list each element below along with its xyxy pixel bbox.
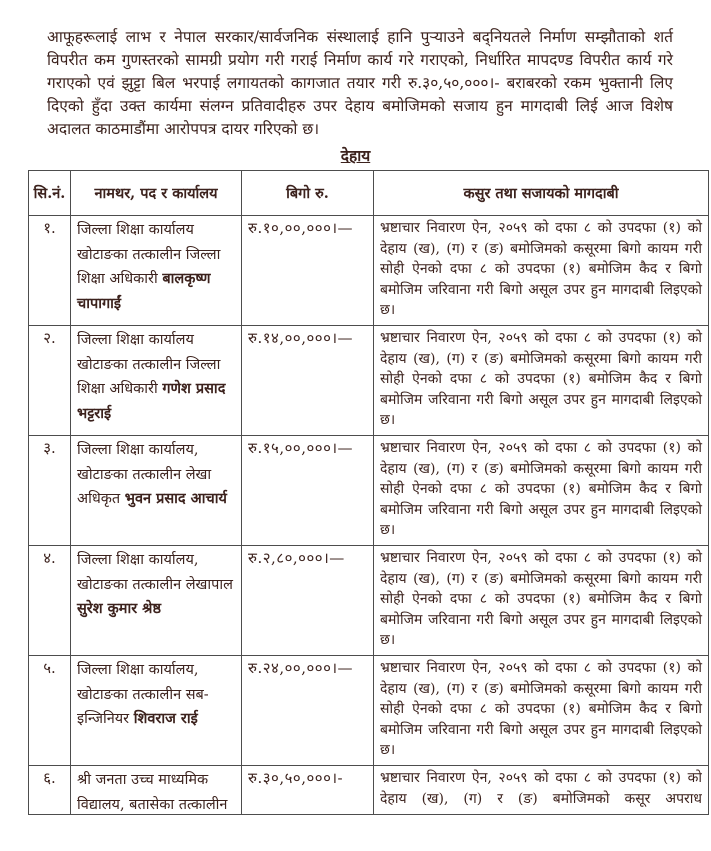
cell-serial: ३. [29,436,71,546]
cell-charge: भ्रष्टाचार निवारण ऐन, २०५९ को दफा ८ को उपदफा (१) को देहाय (ख), (ग) र (ङ) बमोजिमको कसूरमा बिगो कायम गरी सोही ऐनको दफा ८ को उपदफा (१) बमोजिम कैद र बिगो बमोजिम जरिवाना गरी बिगो असूल उपर हुन मागदाबी लिइएको छ। [374,216,709,326]
person-name: शिवराज राई [133,710,198,727]
office-text: जिल्ला शिक्षा कार्यालय, खोटाङका तत्कालीन लेखा अधिकृत [77,442,212,507]
cell-amount: रु.२४,००,०००।— [242,656,374,766]
charges-table [28,170,709,815]
table-row [29,216,709,326]
cell-charge: भ्रष्टाचार निवारण ऐन, २०५९ को दफा ८ को उपदफा (१) को देहाय (ख), (ग) र (ङ) बमोजिमको कसूरमा बिगो कायम गरी सोही ऐनको दफा ८ को उपदफा (१) बमोजिम कैद र बिगो बमोजिम जरिवाना गरी बिगो असूल उपर हुन मागदाबी लिइएको छ। [374,656,709,766]
table-row-clipped [29,766,709,815]
table-row [29,546,709,656]
cell-amount: रु.२,८०,०००।— [242,546,374,656]
cell-serial: ६. [29,766,71,815]
office-text: श्री जनता उच्च माध्यमिक विद्यालय, बतासेका तत्कालीन [77,772,228,812]
person-name: सुरेश कुमार श्रेष्ठ [77,600,161,617]
cell-amount: रु.१५,००,०००।— [242,436,374,546]
cell-charge: भ्रष्टाचार निवारण ऐन, २०५९ को दफा ८ को उपदफा (१) को देहाय (ख), (ग) र (ङ) बमोजिमको कसूरमा बिगो कायम गरी सोही ऐनको दफा ८ को उपदफा (१) बमोजिम कैद र बिगो बमोजिम जरिवाना गरी बिगो असूल उपर हुन मागदाबी लिइएको छ। [374,326,709,436]
office-text: जिल्ला शिक्षा कार्यालय खोटाङका तत्कालीन जिल्ला शिक्षा अधिकारी [77,222,221,287]
table-row [29,326,709,436]
header-amount: बिगो रु. [242,171,374,216]
charge-text: भ्रष्टाचार निवारण ऐन, २०५९ को दफा ८ को उपदफा (१) को देहाय (ख), (ग) र (ङ) बमोजिमको कसूर अपराध [380,770,702,807]
office-text: जिल्ला शिक्षा कार्यालय, खोटाङका तत्कालीन लेखापाल [77,552,234,593]
cell-charge: भ्रष्टाचार निवारण ऐन, २०५९ को दफा ८ को उपदफा (१) को देहाय (ख), (ग) र (ङ) बमोजिमको कसूरमा बिगो कायम गरी सोही ऐनको दफा ८ को उपदफा (१) बमोजिम कैद र बिगो बमोजिम जरिवाना गरी बिगो असूल उपर हुन मागदाबी लिइएको छ। [374,436,709,546]
person-name: बालकृष्ण चापागाईं [77,270,211,312]
cell-serial: ५. [29,656,71,766]
header-serial-number: सि.नं. [29,171,71,216]
cell-amount: रु.१४,००,०००।— [242,326,374,436]
table-row [29,656,709,766]
table-header-row [29,171,709,216]
person-name: भुवन प्रसाद आचार्य [124,490,227,507]
cell-charge [374,766,709,815]
office-text: जिल्ला शिक्षा कार्यालय खोटाङका तत्कालीन जिल्ला शिक्षा अधिकारी [77,332,221,397]
cell-charge: भ्रष्टाचार निवारण ऐन, २०५९ को दफा ८ को उपदफा (१) को देहाय (ख), (ग) र (ङ) बमोजिमको कसूरमा बिगो कायम गरी सोही ऐनको दफा ८ को उपदफा (१) बमोजिम कैद र बिगो बमोजिम जरिवाना गरी बिगो असूल उपर हुन मागदाबी लिइएको छ। [374,546,709,656]
table-heading [0,144,711,166]
cell-name [71,326,242,436]
cell-amount: रु.१०,००,०००।— [242,216,374,326]
cell-serial: १. [29,216,71,326]
header-name-post-office: नामथर, पद र कार्यालय [71,171,242,216]
table-row [29,436,709,546]
cell-name [71,546,242,656]
cell-amount: रु.३०,५०,०००।- [242,766,374,815]
cell-serial: ४. [29,546,71,656]
cell-name [71,766,242,815]
office-text: जिल्ला शिक्षा कार्यालय, खोटाङका तत्कालीन सब-इन्जिनियर [77,662,209,727]
cell-name [71,436,242,546]
intro-paragraph: आफूहरूलाई लाभ र नेपाल सरकार/सार्वजनिक संस्थालाई हानि पुऱ्याउने बद्नियतले निर्माण सम्झौताको शर्त विपरीत कम गुणस्तरको सामग्री प्रयोग गरी गराई निर्माण कार्य गरे गराएको, निर्धारित मापदण्ड विपरीत कार्य गरे गराएको एवं झुट्टा बिल भरपाई लगायतको कागजात तयार गरी रु.३०,५०,०००।- बराबरको रकम भुक्तानी लिए दिएको हुँदा उक्त कार्यमा संलग्न प्रतिवादीहरु उपर देहाय बमोजिमको सजाय हुन मागदाबी लिई आज विशेष अदालत काठमाडौंमा आरोपपत्र दायर गरिएको छ। [47,28,673,138]
table-heading-text: देहाय [340,146,371,165]
header-charge-demand: कसुर तथा सजायको मागदाबी [374,171,709,216]
cell-name [71,656,242,766]
cell-serial: २. [29,326,71,436]
cell-name [71,216,242,326]
person-name: गणेश प्रसाद भट्टराई [77,380,226,422]
